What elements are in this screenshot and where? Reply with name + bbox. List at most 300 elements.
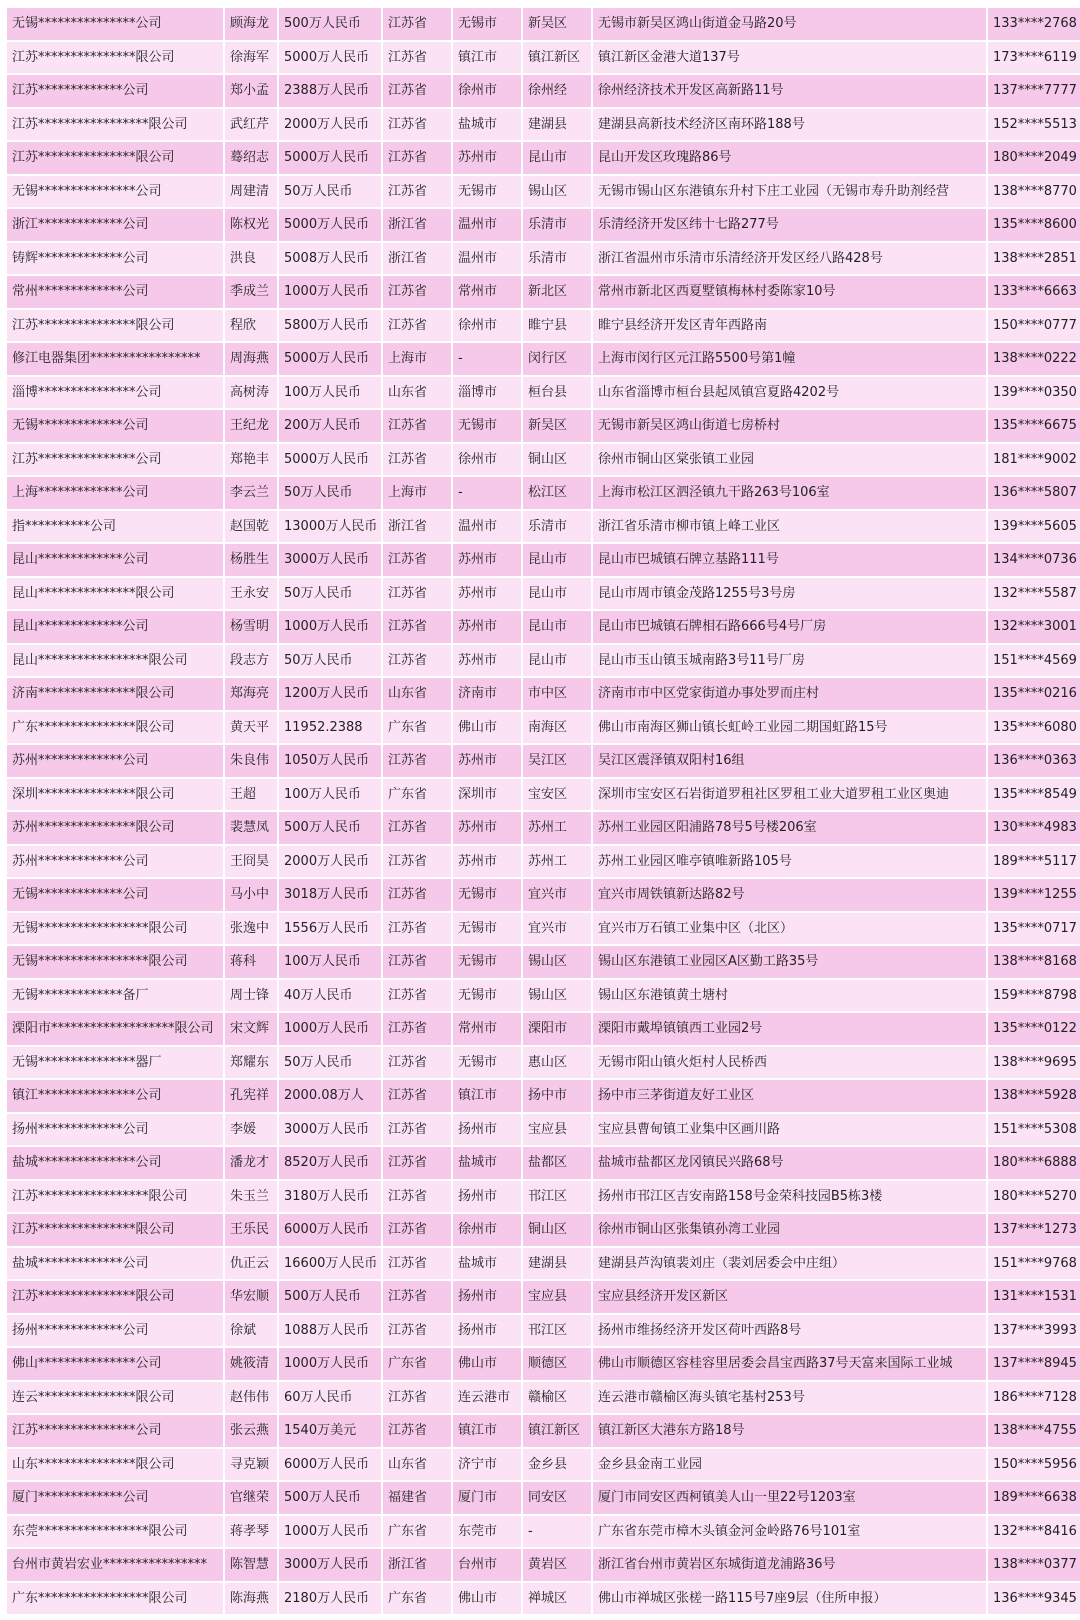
table-row bbox=[7, 1415, 1080, 1447]
address-cell: 苏州工业园区阳浦路78号5号楼206室 bbox=[593, 812, 986, 844]
legal-person-cell: 马小中 bbox=[225, 879, 277, 911]
legal-person-cell: 华宏顺 bbox=[225, 1281, 277, 1313]
registered-capital-cell: 60万人民币 bbox=[279, 1382, 381, 1414]
legal-person-cell: 周海燕 bbox=[225, 343, 277, 375]
city-cell: 徐州市 bbox=[453, 310, 521, 342]
table-row bbox=[7, 75, 1080, 107]
company-name-cell: 扬州*************公司 bbox=[7, 1114, 223, 1146]
registered-capital-cell: 1000万人民币 bbox=[279, 276, 381, 308]
city-cell: 无锡市 bbox=[453, 980, 521, 1012]
table-row bbox=[7, 1449, 1080, 1481]
phone-cell: 132****8416 bbox=[988, 1516, 1080, 1548]
table-row bbox=[7, 8, 1080, 40]
table-row bbox=[7, 276, 1080, 308]
company-name-cell: 常州*************公司 bbox=[7, 276, 223, 308]
province-cell: 江苏省 bbox=[383, 544, 451, 576]
province-cell: 江苏省 bbox=[383, 1248, 451, 1280]
table-row bbox=[7, 410, 1080, 442]
table-row bbox=[7, 1549, 1080, 1581]
province-cell: 江苏省 bbox=[383, 1047, 451, 1079]
company-name-cell: 苏州***************限公司 bbox=[7, 812, 223, 844]
phone-cell: 134****0736 bbox=[988, 544, 1080, 576]
table-row bbox=[7, 846, 1080, 878]
legal-person-cell: 王永安 bbox=[225, 578, 277, 610]
table-row bbox=[7, 1047, 1080, 1079]
phone-cell: 189****5117 bbox=[988, 846, 1080, 878]
company-name-cell: 济南***************限公司 bbox=[7, 678, 223, 710]
phone-cell: 173****6119 bbox=[988, 42, 1080, 74]
company-name-cell: 昆山***************限公司 bbox=[7, 578, 223, 610]
legal-person-cell: 张逸中 bbox=[225, 913, 277, 945]
district-cell: 金乡县 bbox=[523, 1449, 591, 1481]
legal-person-cell: 王乐民 bbox=[225, 1214, 277, 1246]
district-cell: 溧阳市 bbox=[523, 1013, 591, 1045]
address-cell: 厦门市同安区西柯镇美人山一里22号1203室 bbox=[593, 1482, 986, 1514]
province-cell: 江苏省 bbox=[383, 75, 451, 107]
city-cell: 无锡市 bbox=[453, 946, 521, 978]
city-cell: 苏州市 bbox=[453, 645, 521, 677]
district-cell: 新北区 bbox=[523, 276, 591, 308]
address-cell: 宝应县曹甸镇工业集中区画川路 bbox=[593, 1114, 986, 1146]
table-row bbox=[7, 1114, 1080, 1146]
address-cell: 苏州工业园区唯亭镇唯新路105号 bbox=[593, 846, 986, 878]
address-cell: 深圳市宝安区石岩街道罗租社区罗租工业大道罗租工业区奥迪 bbox=[593, 779, 986, 811]
registered-capital-cell: 3018万人民币 bbox=[279, 879, 381, 911]
company-name-cell: 无锡*****************限公司 bbox=[7, 946, 223, 978]
province-cell: 江苏省 bbox=[383, 142, 451, 174]
province-cell: 浙江省 bbox=[383, 1549, 451, 1581]
company-name-cell: 镇江***************公司 bbox=[7, 1080, 223, 1112]
registered-capital-cell: 3180万人民币 bbox=[279, 1181, 381, 1213]
phone-cell: 137****8945 bbox=[988, 1348, 1080, 1380]
district-cell: 睢宁县 bbox=[523, 310, 591, 342]
registered-capital-cell: 5000万人民币 bbox=[279, 209, 381, 241]
registered-capital-cell: 5000万人民币 bbox=[279, 42, 381, 74]
district-cell: 镇江新区 bbox=[523, 1415, 591, 1447]
registered-capital-cell: 5000万人民币 bbox=[279, 444, 381, 476]
phone-cell: 150****0777 bbox=[988, 310, 1080, 342]
legal-person-cell: 黄天平 bbox=[225, 712, 277, 744]
province-cell: 江苏省 bbox=[383, 410, 451, 442]
province-cell: 江苏省 bbox=[383, 310, 451, 342]
province-cell: 广东省 bbox=[383, 1348, 451, 1380]
city-cell: 淄博市 bbox=[453, 377, 521, 409]
address-cell: 浙江省台州市黄岩区东城街道龙浦路36号 bbox=[593, 1549, 986, 1581]
phone-cell: 132****5587 bbox=[988, 578, 1080, 610]
company-name-cell: 江苏*************公司 bbox=[7, 75, 223, 107]
company-name-cell: 浙江*************公司 bbox=[7, 209, 223, 241]
phone-cell: 159****8798 bbox=[988, 980, 1080, 1012]
company-name-cell: 无锡*************公司 bbox=[7, 879, 223, 911]
registered-capital-cell: 1050万人民币 bbox=[279, 745, 381, 777]
registered-capital-cell: 1088万人民币 bbox=[279, 1315, 381, 1347]
city-cell: 徐州市 bbox=[453, 444, 521, 476]
city-cell: 济南市 bbox=[453, 678, 521, 710]
province-cell: 江苏省 bbox=[383, 946, 451, 978]
province-cell: 山东省 bbox=[383, 678, 451, 710]
table-row bbox=[7, 712, 1080, 744]
province-cell: 江苏省 bbox=[383, 1080, 451, 1112]
district-cell: 铜山区 bbox=[523, 1214, 591, 1246]
company-name-cell: 连云***************限公司 bbox=[7, 1382, 223, 1414]
phone-cell: 138****5928 bbox=[988, 1080, 1080, 1112]
district-cell: 吴江区 bbox=[523, 745, 591, 777]
table-row bbox=[7, 578, 1080, 610]
province-cell: 广东省 bbox=[383, 712, 451, 744]
province-cell: 江苏省 bbox=[383, 1114, 451, 1146]
legal-person-cell: 陈智慧 bbox=[225, 1549, 277, 1581]
table-row bbox=[7, 1147, 1080, 1179]
registered-capital-cell: 5000万人民币 bbox=[279, 142, 381, 174]
company-name-cell: 无锡*****************限公司 bbox=[7, 913, 223, 945]
city-cell: 无锡市 bbox=[453, 410, 521, 442]
phone-cell: 133****6663 bbox=[988, 276, 1080, 308]
address-cell: 昆山市玉山镇玉城南路3号11号厂房 bbox=[593, 645, 986, 677]
address-cell: 锡山区东港镇黄土塘村 bbox=[593, 980, 986, 1012]
city-cell: 厦门市 bbox=[453, 1482, 521, 1514]
district-cell: 建湖县 bbox=[523, 109, 591, 141]
table-row bbox=[7, 1482, 1080, 1514]
district-cell: 昆山市 bbox=[523, 611, 591, 643]
table-row bbox=[7, 779, 1080, 811]
address-cell: 昆山市巴城镇石牌立基路111号 bbox=[593, 544, 986, 576]
legal-person-cell: 朱良伟 bbox=[225, 745, 277, 777]
city-cell: 无锡市 bbox=[453, 913, 521, 945]
registered-capital-cell: 100万人民币 bbox=[279, 377, 381, 409]
address-cell: 建湖县芦沟镇裴刘庄（裴刘居委会中庄组） bbox=[593, 1248, 986, 1280]
address-cell: 佛山市禅城区张槎一路115号7座9层（住所申报） bbox=[593, 1583, 986, 1615]
registered-capital-cell: 2000万人民币 bbox=[279, 109, 381, 141]
company-name-cell: 江苏*****************限公司 bbox=[7, 1181, 223, 1213]
city-cell: 常州市 bbox=[453, 1013, 521, 1045]
district-cell: 苏州工 bbox=[523, 846, 591, 878]
company-name-cell: 昆山*************公司 bbox=[7, 544, 223, 576]
registered-capital-cell: 5000万人民币 bbox=[279, 343, 381, 375]
company-name-cell: 江苏***************公司 bbox=[7, 1415, 223, 1447]
address-cell: 无锡市锡山区东港镇东升村下庄工业园（无锡市寿升助剂经营 bbox=[593, 176, 986, 208]
province-cell: 浙江省 bbox=[383, 243, 451, 275]
city-cell: 徐州市 bbox=[453, 75, 521, 107]
district-cell: 宝应县 bbox=[523, 1114, 591, 1146]
legal-person-cell: 段志方 bbox=[225, 645, 277, 677]
district-cell: 新吴区 bbox=[523, 8, 591, 40]
province-cell: 江苏省 bbox=[383, 1315, 451, 1347]
city-cell: 镇江市 bbox=[453, 1415, 521, 1447]
legal-person-cell: 杨雪明 bbox=[225, 611, 277, 643]
company-name-cell: 江苏***************限公司 bbox=[7, 142, 223, 174]
province-cell: 江苏省 bbox=[383, 645, 451, 677]
city-cell: 常州市 bbox=[453, 276, 521, 308]
province-cell: 江苏省 bbox=[383, 8, 451, 40]
phone-cell: 151****5308 bbox=[988, 1114, 1080, 1146]
table-row bbox=[7, 1583, 1080, 1615]
registered-capital-cell: 3000万人民币 bbox=[279, 1549, 381, 1581]
phone-cell: 138****8168 bbox=[988, 946, 1080, 978]
legal-person-cell: 官继荣 bbox=[225, 1482, 277, 1514]
company-name-cell: 厦门*************公司 bbox=[7, 1482, 223, 1514]
table-row bbox=[7, 745, 1080, 777]
district-cell: 邗江区 bbox=[523, 1315, 591, 1347]
table-row bbox=[7, 1248, 1080, 1280]
address-cell: 扬州市邗江区吉安南路158号金荣科技园B5栋3楼 bbox=[593, 1181, 986, 1213]
legal-person-cell: 寻克颖 bbox=[225, 1449, 277, 1481]
phone-cell: 139****5605 bbox=[988, 511, 1080, 543]
company-name-cell: 广东*****************限公司 bbox=[7, 1583, 223, 1615]
phone-cell: 135****0216 bbox=[988, 678, 1080, 710]
province-cell: 广东省 bbox=[383, 1583, 451, 1615]
legal-person-cell: 宋文辉 bbox=[225, 1013, 277, 1045]
address-cell: 徐州市铜山区张集镇孙湾工业园 bbox=[593, 1214, 986, 1246]
table-row bbox=[7, 678, 1080, 710]
city-cell: 无锡市 bbox=[453, 1047, 521, 1079]
address-cell: 扬州市维扬经济开发区荷叶西路8号 bbox=[593, 1315, 986, 1347]
company-table-body bbox=[7, 8, 1080, 1614]
district-cell: 宝安区 bbox=[523, 779, 591, 811]
legal-person-cell: 程欣 bbox=[225, 310, 277, 342]
phone-cell: 138****4755 bbox=[988, 1415, 1080, 1447]
address-cell: 广东省东莞市樟木头镇金河金岭路76号101室 bbox=[593, 1516, 986, 1548]
registered-capital-cell: 500万人民币 bbox=[279, 1482, 381, 1514]
province-cell: 广东省 bbox=[383, 779, 451, 811]
company-name-cell: 无锡*************备厂 bbox=[7, 980, 223, 1012]
district-cell: 宜兴市 bbox=[523, 913, 591, 945]
district-cell: 顺德区 bbox=[523, 1348, 591, 1380]
company-name-cell: 淄博***************公司 bbox=[7, 377, 223, 409]
company-name-cell: 苏州*************公司 bbox=[7, 745, 223, 777]
city-cell: 苏州市 bbox=[453, 611, 521, 643]
address-cell: 金乡县金南工业园 bbox=[593, 1449, 986, 1481]
province-cell: 江苏省 bbox=[383, 1382, 451, 1414]
province-cell: 江苏省 bbox=[383, 109, 451, 141]
registered-capital-cell: 5800万人民币 bbox=[279, 310, 381, 342]
address-cell: 昆山开发区玫瑰路86号 bbox=[593, 142, 986, 174]
phone-cell: 132****3001 bbox=[988, 611, 1080, 643]
address-cell: 徐州市铜山区棠张镇工业园 bbox=[593, 444, 986, 476]
province-cell: 江苏省 bbox=[383, 42, 451, 74]
registered-capital-cell: 1000万人民币 bbox=[279, 611, 381, 643]
legal-person-cell: 徐海军 bbox=[225, 42, 277, 74]
city-cell: 扬州市 bbox=[453, 1315, 521, 1347]
city-cell: 盐城市 bbox=[453, 109, 521, 141]
table-row bbox=[7, 1382, 1080, 1414]
province-cell: 江苏省 bbox=[383, 1415, 451, 1447]
city-cell: 济宁市 bbox=[453, 1449, 521, 1481]
province-cell: 江苏省 bbox=[383, 578, 451, 610]
phone-cell: 139****0350 bbox=[988, 377, 1080, 409]
province-cell: 福建省 bbox=[383, 1482, 451, 1514]
province-cell: 江苏省 bbox=[383, 745, 451, 777]
registered-capital-cell: 200万人民币 bbox=[279, 410, 381, 442]
table-row bbox=[7, 1348, 1080, 1380]
table-row bbox=[7, 42, 1080, 74]
address-cell: 建湖县高新技术经济区南环路188号 bbox=[593, 109, 986, 141]
city-cell: - bbox=[453, 477, 521, 509]
table-row bbox=[7, 1281, 1080, 1313]
address-cell: 无锡市新吴区鸿山街道金马路20号 bbox=[593, 8, 986, 40]
registered-capital-cell: 2000.08万人 bbox=[279, 1080, 381, 1112]
address-cell: 连云港市赣榆区海头镇宅基村253号 bbox=[593, 1382, 986, 1414]
registered-capital-cell: 5008万人民币 bbox=[279, 243, 381, 275]
district-cell: - bbox=[523, 1516, 591, 1548]
table-row bbox=[7, 243, 1080, 275]
district-cell: 新吴区 bbox=[523, 410, 591, 442]
legal-person-cell: 杨胜生 bbox=[225, 544, 277, 576]
company-name-cell: 无锡***************公司 bbox=[7, 8, 223, 40]
legal-person-cell: 王纪龙 bbox=[225, 410, 277, 442]
address-cell: 上海市松江区泗泾镇九干路263号106室 bbox=[593, 477, 986, 509]
legal-person-cell: 裴慧凤 bbox=[225, 812, 277, 844]
legal-person-cell: 孔宪祥 bbox=[225, 1080, 277, 1112]
company-name-cell: 铸辉*************公司 bbox=[7, 243, 223, 275]
address-cell: 徐州经济技术开发区高新路11号 bbox=[593, 75, 986, 107]
address-cell: 吴江区震泽镇双阳村16组 bbox=[593, 745, 986, 777]
city-cell: - bbox=[453, 343, 521, 375]
company-name-cell: 指**********公司 bbox=[7, 511, 223, 543]
legal-person-cell: 周建清 bbox=[225, 176, 277, 208]
registered-capital-cell: 13000万人民币 bbox=[279, 511, 381, 543]
company-name-cell: 修江电器集团***************** bbox=[7, 343, 223, 375]
table-row bbox=[7, 1214, 1080, 1246]
city-cell: 苏州市 bbox=[453, 142, 521, 174]
table-row bbox=[7, 1013, 1080, 1045]
table-row bbox=[7, 1516, 1080, 1548]
province-cell: 江苏省 bbox=[383, 611, 451, 643]
legal-person-cell: 徐斌 bbox=[225, 1315, 277, 1347]
city-cell: 苏州市 bbox=[453, 544, 521, 576]
legal-person-cell: 郑艳丰 bbox=[225, 444, 277, 476]
table-row bbox=[7, 176, 1080, 208]
city-cell: 无锡市 bbox=[453, 8, 521, 40]
district-cell: 桓台县 bbox=[523, 377, 591, 409]
legal-person-cell: 朱玉兰 bbox=[225, 1181, 277, 1213]
phone-cell: 138****8770 bbox=[988, 176, 1080, 208]
city-cell: 佛山市 bbox=[453, 1348, 521, 1380]
district-cell: 昆山市 bbox=[523, 645, 591, 677]
address-cell: 镇江新区大港东方路18号 bbox=[593, 1415, 986, 1447]
company-name-cell: 上海*************公司 bbox=[7, 477, 223, 509]
phone-cell: 139****1255 bbox=[988, 879, 1080, 911]
phone-cell: 136****9345 bbox=[988, 1583, 1080, 1615]
table-row bbox=[7, 980, 1080, 1012]
company-name-cell: 山东***************限公司 bbox=[7, 1449, 223, 1481]
phone-cell: 135****6675 bbox=[988, 410, 1080, 442]
city-cell: 苏州市 bbox=[453, 578, 521, 610]
registered-capital-cell: 50万人民币 bbox=[279, 645, 381, 677]
province-cell: 上海市 bbox=[383, 477, 451, 509]
district-cell: 市中区 bbox=[523, 678, 591, 710]
district-cell: 镇江新区 bbox=[523, 42, 591, 74]
registered-capital-cell: 1000万人民币 bbox=[279, 1348, 381, 1380]
city-cell: 盐城市 bbox=[453, 1248, 521, 1280]
address-cell: 乐清经济开发区纬十七路277号 bbox=[593, 209, 986, 241]
phone-cell: 136****5807 bbox=[988, 477, 1080, 509]
registered-capital-cell: 8520万人民币 bbox=[279, 1147, 381, 1179]
phone-cell: 150****5956 bbox=[988, 1449, 1080, 1481]
company-name-cell: 东莞*****************限公司 bbox=[7, 1516, 223, 1548]
province-cell: 浙江省 bbox=[383, 209, 451, 241]
city-cell: 徐州市 bbox=[453, 1214, 521, 1246]
province-cell: 江苏省 bbox=[383, 1181, 451, 1213]
legal-person-cell: 武红芹 bbox=[225, 109, 277, 141]
phone-cell: 151****9768 bbox=[988, 1248, 1080, 1280]
company-name-cell: 苏州*************公司 bbox=[7, 846, 223, 878]
province-cell: 江苏省 bbox=[383, 846, 451, 878]
address-cell: 宜兴市万石镇工业集中区（北区） bbox=[593, 913, 986, 945]
city-cell: 佛山市 bbox=[453, 712, 521, 744]
city-cell: 无锡市 bbox=[453, 176, 521, 208]
registered-capital-cell: 50万人民币 bbox=[279, 578, 381, 610]
phone-cell: 186****7128 bbox=[988, 1382, 1080, 1414]
company-name-cell: 盐城*************公司 bbox=[7, 1248, 223, 1280]
city-cell: 扬州市 bbox=[453, 1181, 521, 1213]
registered-capital-cell: 1540万美元 bbox=[279, 1415, 381, 1447]
company-name-cell: 昆山*************公司 bbox=[7, 611, 223, 643]
district-cell: 昆山市 bbox=[523, 142, 591, 174]
district-cell: 锡山区 bbox=[523, 946, 591, 978]
district-cell: 苏州工 bbox=[523, 812, 591, 844]
legal-person-cell: 陈权光 bbox=[225, 209, 277, 241]
address-cell: 盐城市盐都区龙冈镇民兴路68号 bbox=[593, 1147, 986, 1179]
district-cell: 乐清市 bbox=[523, 209, 591, 241]
company-name-cell: 盐城***************公司 bbox=[7, 1147, 223, 1179]
phone-cell: 133****2768 bbox=[988, 8, 1080, 40]
district-cell: 扬中市 bbox=[523, 1080, 591, 1112]
province-cell: 山东省 bbox=[383, 1449, 451, 1481]
phone-cell: 136****0363 bbox=[988, 745, 1080, 777]
province-cell: 广东省 bbox=[383, 1516, 451, 1548]
legal-person-cell: 姚筱清 bbox=[225, 1348, 277, 1380]
legal-person-cell: 顾海龙 bbox=[225, 8, 277, 40]
city-cell: 温州市 bbox=[453, 511, 521, 543]
table-row bbox=[7, 879, 1080, 911]
address-cell: 佛山市南海区狮山镇长虹岭工业园二期国虹路15号 bbox=[593, 712, 986, 744]
company-name-cell: 台州市黄岩宏业**************** bbox=[7, 1549, 223, 1581]
registered-capital-cell: 40万人民币 bbox=[279, 980, 381, 1012]
registered-capital-cell: 100万人民币 bbox=[279, 779, 381, 811]
registered-capital-cell: 500万人民币 bbox=[279, 812, 381, 844]
table-row bbox=[7, 109, 1080, 141]
company-name-cell: 昆山*****************限公司 bbox=[7, 645, 223, 677]
legal-person-cell: 洪良 bbox=[225, 243, 277, 275]
table-row bbox=[7, 913, 1080, 945]
province-cell: 浙江省 bbox=[383, 511, 451, 543]
district-cell: 闵行区 bbox=[523, 343, 591, 375]
legal-person-cell: 王冏昊 bbox=[225, 846, 277, 878]
company-name-cell: 无锡***************公司 bbox=[7, 176, 223, 208]
company-table bbox=[5, 6, 1080, 1616]
registered-capital-cell: 50万人民币 bbox=[279, 477, 381, 509]
district-cell: 松江区 bbox=[523, 477, 591, 509]
company-name-cell: 江苏***************限公司 bbox=[7, 42, 223, 74]
phone-cell: 138****9695 bbox=[988, 1047, 1080, 1079]
legal-person-cell: 蓦绍志 bbox=[225, 142, 277, 174]
city-cell: 苏州市 bbox=[453, 812, 521, 844]
legal-person-cell: 季成兰 bbox=[225, 276, 277, 308]
phone-cell: 189****6638 bbox=[988, 1482, 1080, 1514]
district-cell: 南海区 bbox=[523, 712, 591, 744]
district-cell: 建湖县 bbox=[523, 1248, 591, 1280]
phone-cell: 138****0222 bbox=[988, 343, 1080, 375]
table-row bbox=[7, 511, 1080, 543]
address-cell: 上海市闵行区元江路5500号第1幢 bbox=[593, 343, 986, 375]
district-cell: 徐州经 bbox=[523, 75, 591, 107]
registered-capital-cell: 11952.2388 bbox=[279, 712, 381, 744]
company-name-cell: 江苏***************公司 bbox=[7, 444, 223, 476]
city-cell: 苏州市 bbox=[453, 846, 521, 878]
table-row bbox=[7, 377, 1080, 409]
province-cell: 江苏省 bbox=[383, 276, 451, 308]
phone-cell: 135****8600 bbox=[988, 209, 1080, 241]
